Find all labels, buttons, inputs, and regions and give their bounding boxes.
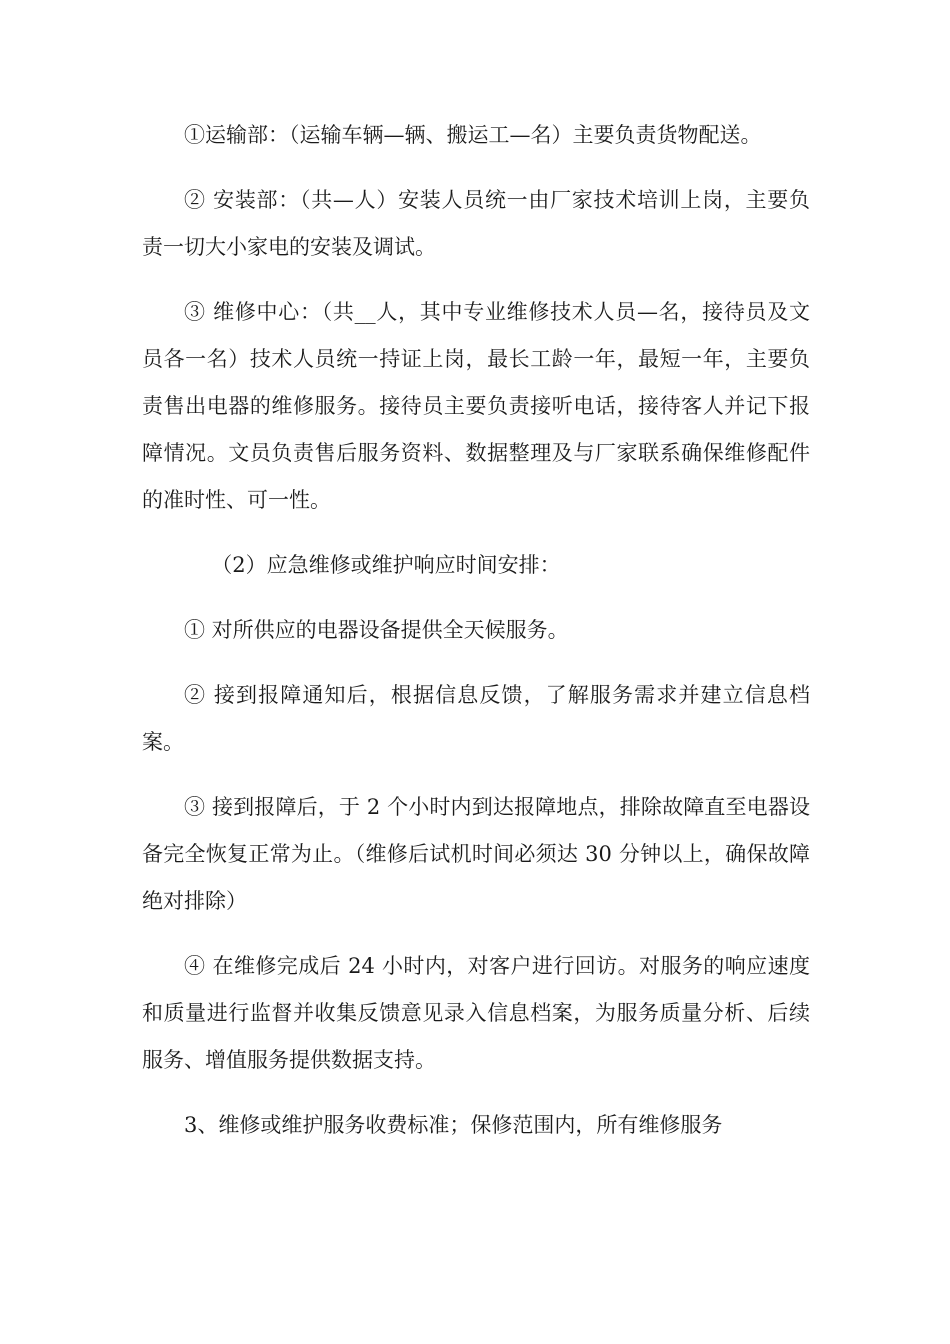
paragraph-arrival-time: ③ 接到报障后，于 2 个小时内到达报障地点，排除故障直至电器设备完全恢复正常为止。（维修后试机时间必须达 30 分钟以上，确保故障绝对排除）: [142, 795, 810, 913]
paragraph-transport-dept: ①运输部：（运输车辆—辆、搬运工—名）主要负责货物配送。: [184, 123, 762, 147]
section-heading-response-time: （2）应急维修或维护响应时间安排：: [211, 553, 561, 577]
paragraph-follow-up-visit: ④ 在维修完成后 24 小时内，对客户进行回访。对服务的响应速度和质量进行监督并收集反馈意见录入信息档案，为服务质量分析、后续服务、增值服务提供数据支持。: [142, 954, 810, 1072]
paragraph-repair-center: ③ 维修中心：（共__人，其中专业维修技术人员—名，接待员及文员各一名）技术人员统一持证上岗，最长工龄一年，最短一年，主要负责售出电器的维修服务。接待员主要负责接听电话，接待客人并记下报障情况。文员负责售后服务资料、数据整理及与厂家联系确保维修配件的准时性、可一性。: [142, 300, 810, 512]
paragraph-fault-notice: ② 接到报障通知后，根据信息反馈，了解服务需求并建立信息档案。: [142, 683, 810, 754]
paragraph-all-day-service: ① 对所供应的电器设备提供全天候服务。: [184, 618, 569, 642]
paragraph-installation-dept: ② 安装部：（共—人）安装人员统一由厂家技术培训上岗，主要负责一切大小家电的安装及调试。: [142, 188, 810, 259]
document-body: [142, 112, 810, 1167]
paragraph-fee-standard: 3、维修或维护服务收费标准；保修范围内，所有维修服务: [184, 1113, 723, 1137]
